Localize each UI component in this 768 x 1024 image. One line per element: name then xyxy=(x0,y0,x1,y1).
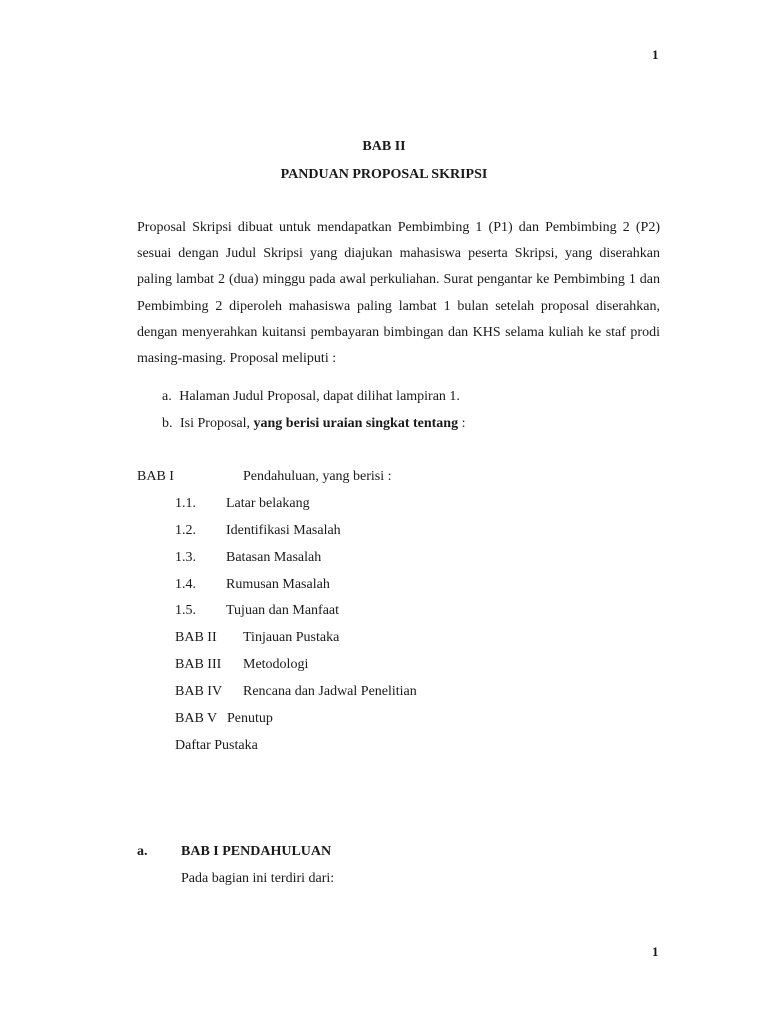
list-item-text: Isi Proposal, xyxy=(180,416,254,431)
list-item-suffix: : xyxy=(458,416,466,431)
outline-chapter-label: BAB II xyxy=(175,630,217,645)
outline-chapter-label: BAB IV xyxy=(175,684,223,699)
outline-bab1-desc: Pendahuluan, yang berisi : xyxy=(243,469,392,484)
outline-sub-text: Tujuan dan Manfaat xyxy=(226,603,340,618)
outline-sub-number: 1.3. xyxy=(175,550,196,565)
outline-chapter-text: Tinjauan Pustaka xyxy=(243,630,340,645)
chapter-heading: BAB II xyxy=(362,139,406,154)
list-marker: b. xyxy=(162,416,173,431)
list-marker: a. xyxy=(162,389,172,404)
outline-sub-text: Batasan Masalah xyxy=(226,550,322,565)
section-text: Pada bagian ini terdiri dari: xyxy=(181,871,335,886)
list-item xyxy=(162,416,465,432)
outline-chapter-text: Metodologi xyxy=(243,657,309,672)
outline-sub-number: 1.1. xyxy=(175,496,196,511)
list-item-text: Halaman Judul Proposal, dapat dilihat lampiran 1. xyxy=(179,389,460,404)
document-title: PANDUAN PROPOSAL SKRIPSI xyxy=(280,167,488,182)
page-number-top: 1 xyxy=(652,47,659,62)
section-marker: a. xyxy=(137,844,148,859)
outline-chapter-label: BAB V xyxy=(175,711,218,726)
outline-sub-number: 1.2. xyxy=(175,523,196,538)
list-item-bold-text: yang berisi uraian singkat tentang xyxy=(253,416,459,431)
outline-sub-text: Identifikasi Masalah xyxy=(226,523,341,538)
outline-chapter-text: Rencana dan Jadwal Penelitian xyxy=(243,684,417,699)
page-number-bottom: 1 xyxy=(652,944,659,959)
outline-bab1-label: BAB I xyxy=(137,469,174,484)
outline-chapter-label: BAB III xyxy=(175,657,222,672)
section-title: BAB I PENDAHULUAN xyxy=(181,844,332,859)
outline-references: Daftar Pustaka xyxy=(175,738,258,753)
intro-paragraph: Proposal Skripsi dibuat untuk mendapatkan Pembimbing 1 (P1) dan Pembimbing 2 (P2) sesuai dengan Judul Skripsi yang diajukan mahasiswa peserta Skripsi, yang diserahkan paling lambat 2 (dua) minggu pada awal perkuliahan. Surat pengantar ke Pembimbing 1 dan Pembimbing 2 diperoleh mahasiswa paling lambat 1 bulan setelah proposal diserahkan, dengan menyerahkan kuitansi pembayaran bimbingan dan KHS selama kuliah ke staf prodi masing-masing. Proposal meliputi : xyxy=(137,220,660,367)
outline-chapter-text: Penutup xyxy=(227,711,273,726)
list-item xyxy=(162,389,460,405)
outline-sub-number: 1.5. xyxy=(175,603,196,618)
outline-sub-text: Rumusan Masalah xyxy=(226,577,330,592)
outline-sub-text: Latar belakang xyxy=(226,496,310,511)
outline-sub-number: 1.4. xyxy=(175,577,196,592)
